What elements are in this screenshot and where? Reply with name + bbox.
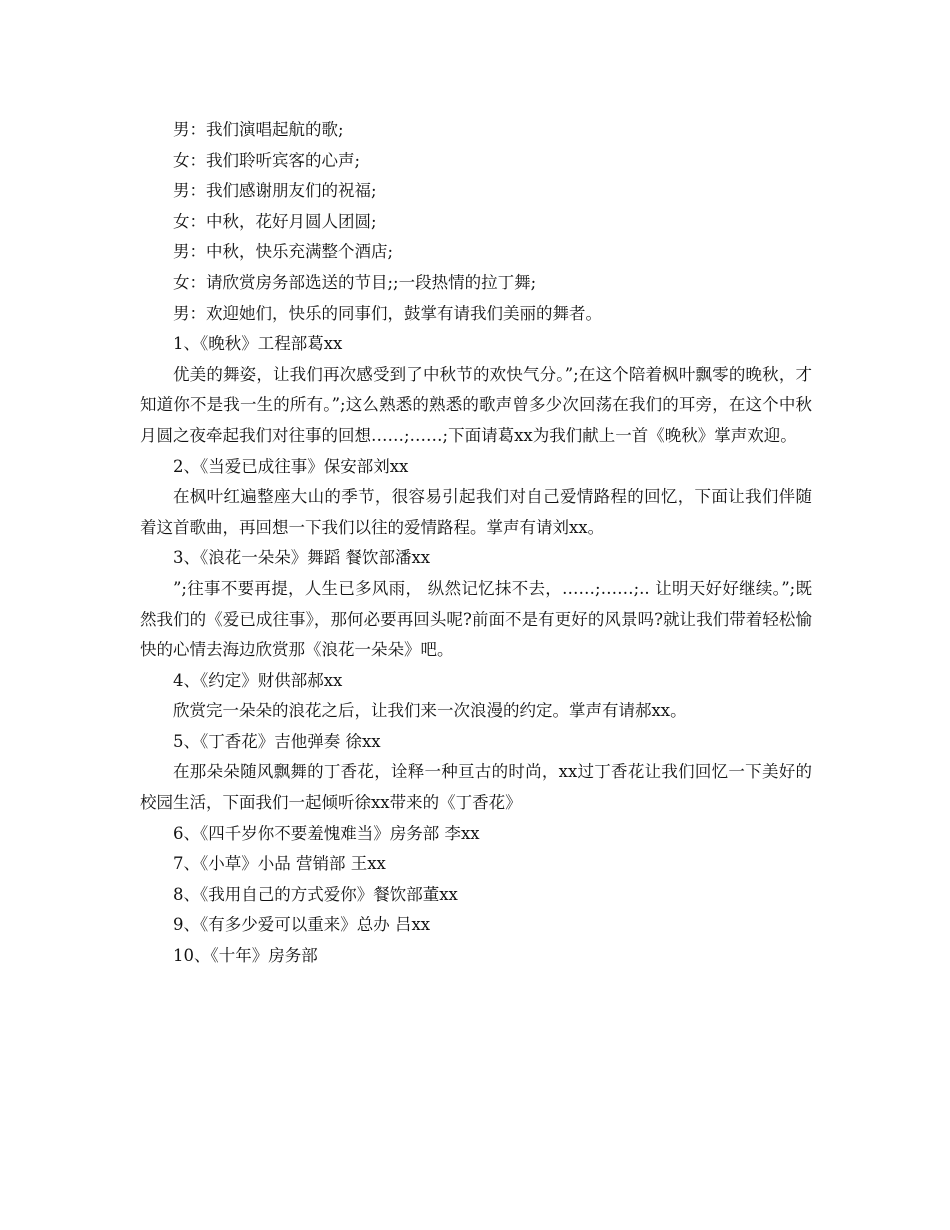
program-item-heading: 4、《约定》财供部郝xx [173, 670, 343, 690]
program-item-heading: 2、《当爱已成往事》保安部刘xx [173, 456, 409, 476]
paragraph: 欣赏完一朵朵的浪花之后，让我们来一次浪漫的约定。掌声有请郝xx。 [173, 701, 687, 721]
paragraph: 女：中秋，花好月圆人团圆; [173, 211, 377, 231]
paragraph: ”;往事不要再提，人生已多风雨， 纵然记忆抹不去，……;……;.. 让明天好好继续。”;既然我们的《爱已成往事》，那何必要再回头呢?前面不是有更好的风景吗?就让我们带着轻松愉快的心情去海边欣赏那《浪花一朵朵》吧。 [140, 578, 812, 660]
paragraph: 男：中秋，快乐充满整个酒店; [173, 242, 394, 262]
paragraph: 男：我们感谢朋友们的祝福; [173, 181, 377, 201]
program-item-heading: 3、《浪花一朵朵》舞蹈 餐饮部潘xx [173, 548, 431, 568]
paragraph: 男：我们演唱起航的歌; [173, 120, 344, 139]
document-body [140, 115, 812, 972]
program-item-heading: 10、《十年》房务部 [173, 946, 318, 966]
paragraph: 男：欢迎她们，快乐的同事们，鼓掌有请我们美丽的舞者。 [173, 303, 602, 323]
program-item-heading: 5、《丁香花》吉他弹奏 徐xx [173, 731, 381, 751]
program-item-heading: 7、《小草》小品 营销部 王xx [173, 854, 386, 874]
program-item-heading: 1、《晚秋》工程部葛xx [173, 334, 343, 354]
program-item-heading: 9、《有多少爱可以重来》总办 吕xx [173, 915, 431, 935]
paragraph: 女：我们聆听宾客的心声; [173, 150, 361, 170]
paragraph: 优美的舞姿，让我们再次感受到了中秋节的欢快气分。”;在这个陪着枫叶飘零的晚秋，才知道你不是我一生的所有。”;这么熟悉的熟悉的歌声曾多少次回荡在我们的耳旁，在这个中秋月圆之夜牵起我们对往事的回想……;……;下面请葛xx为我们献上一首《晚秋》掌声欢迎。 [140, 364, 812, 445]
program-item-heading: 6、《四千岁你不要羞愧难当》房务部 李xx [173, 823, 480, 843]
program-item-heading: 8、《我用自己的方式爱你》餐饮部董xx [173, 884, 458, 904]
paragraph: 女：请欣赏房务部选送的节目;;一段热情的拉丁舞; [173, 272, 537, 292]
paragraph: 在那朵朵随风飘舞的丁香花，诠释一种亘古的时尚，xx过丁香花让我们回忆一下美好的校园生活，下面我们一起倾听徐xx带来的《丁香花》 [140, 762, 812, 813]
paragraph: 在枫叶红遍整座大山的季节，很容易引起我们对自己爱情路程的回忆，下面让我们伴随着这首歌曲，再回想一下我们以往的爱情路程。掌声有请刘xx。 [140, 487, 812, 537]
